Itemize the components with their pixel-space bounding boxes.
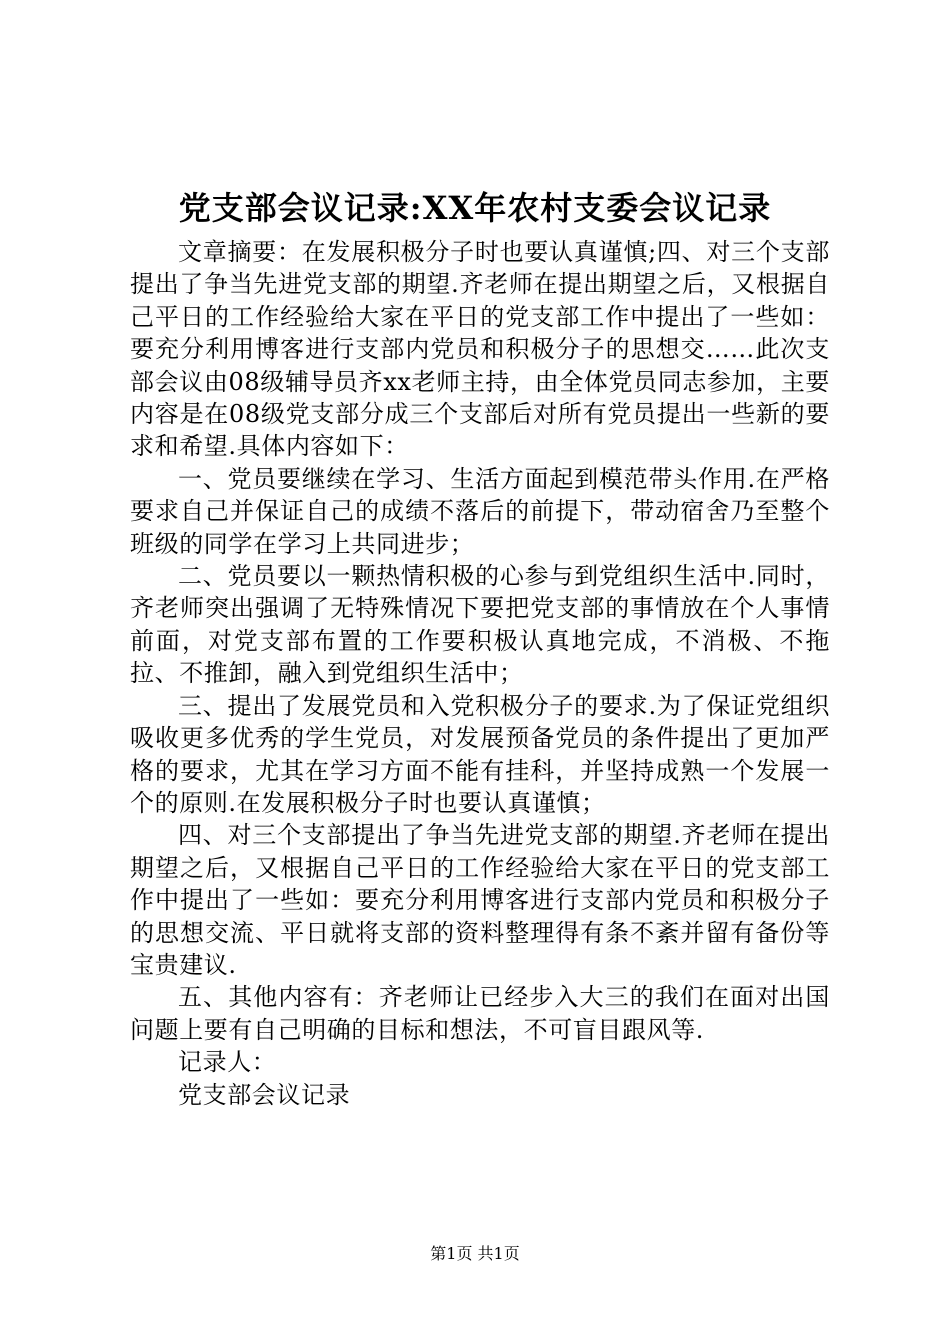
paragraph-item-3: 三、提出了发展党员和入党积极分子的要求.为了保证党组织吸收更多优秀的学生党员，对发展预备党员的条件提出了更加严格的要求，尤其在学习方面不能有挂科，并坚持成熟一个发展一个的原则.在发展积极分子时也要认真谨慎； [130, 691, 830, 817]
paragraph-item-4: 四、对三个支部提出了争当先进党支部的期望.齐老师在提出期望之后，又根据自己平日的工作经验给大家在平日的党支部工作中提出了一些如：要充分利用博客进行支部内党员和积极分子的思想交流、平日就将支部的资料整理得有条不紊并留有备份等宝贵建议. [130, 821, 830, 979]
paragraph-recorder: 记录人： [178, 1048, 277, 1077]
document-title: 党支部会议记录:XX年农村支委会议记录 [178, 189, 772, 227]
document-body [130, 236, 830, 1111]
paragraph-summary: 文章摘要：在发展积极分子时也要认真谨慎;四、对三个支部提出了争当先进党支部的期望.齐老师在提出期望之后，又根据自己平日的工作经验给大家在平日的党支部工作中提出了一些如：要充分利用博客进行支部内党员和积极分子的思想交……此次支部会议由08级辅导员齐xx老师主持，由全体党员同志参加，主要内容是在08级党支部分成三个支部后对所有党员提出一些新的要求和希望.具体内容如下： [130, 238, 830, 461]
paragraph-item-1: 一、党员要继续在学习、生活方面起到模范带头作用.在严格要求自己并保证自己的成绩不落后的前提下，带动宿舍乃至整个班级的同学在学习上共同进步； [130, 464, 830, 558]
paragraph-item-5: 五、其他内容有：齐老师让已经步入大三的我们在面对出国问题上要有自己明确的目标和想法，不可盲目跟风等. [130, 983, 830, 1044]
paragraph-closing: 党支部会议记录 [178, 1080, 351, 1109]
page-footer: 第1页 共1页 [430, 1244, 520, 1263]
paragraph-item-2: 二、党员要以一颗热情积极的心参与到党组织生活中.同时，齐老师突出强调了无特殊情况下要把党支部的事情放在个人事情前面，对党支部布置的工作要积极认真地完成，不消极、不拖拉、不推卸，融入到党组织生活中； [130, 562, 830, 688]
